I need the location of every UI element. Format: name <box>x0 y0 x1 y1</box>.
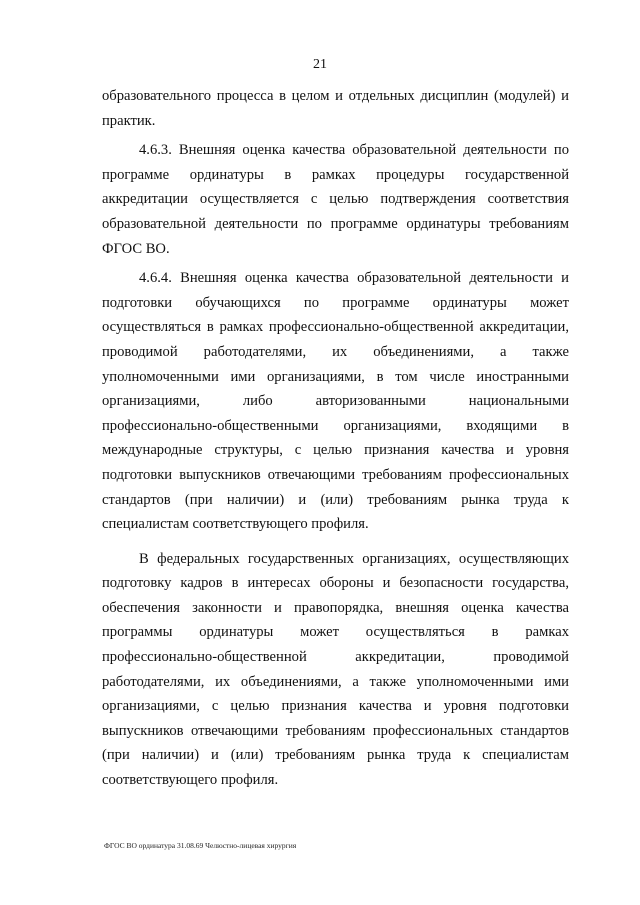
paragraph-continuation: образовательного процесса в целом и отдельных дисциплин (модулей) и практик. <box>102 88 569 129</box>
paragraph-4-6-4: 4.6.4. Внешняя оценка качества образовательной деятельности и подготовки обучающихся по программе ординатуры может осуществляться в рамках профессионально-общественной аккредитации, проводимой работодателями, их объединениями, а также уполномоченными ими организациями, в том числе иностранными организациями, либо авторизованными национальными профессионально-общественными организациями, входящими в международные структуры, с целью признания качества и уровня подготовки выпускников отвечающими требованиям профессиональных стандартов (при наличии) и (или) требованиям рынка труда к специалистам соответствующего профиля. <box>102 270 569 533</box>
body-text <box>102 84 569 793</box>
footer-note: ФГОС ВО ординатура 31.08.69 Челюстно-лицевая хирургия <box>104 841 297 850</box>
paragraph-federal-organizations: В федеральных государственных организациях, осуществляющих подготовку кадров в интересах обороны и безопасности государства, обеспечения законности и правопорядка, внешняя оценка качества программы ординатуры может осуществляться в рамках профессионально-общественной аккредитации, проводимой работодателями, их объединениями, а также уполномоченными ими организациями, с целью признания качества и уровня подготовки выпускников отвечающими требованиям профессиональных стандартов (при наличии) и (или) требованиям рынка труда к специалистам соответствующего профиля. <box>102 550 569 789</box>
page-number: 21 <box>313 57 327 72</box>
paragraph-4-6-3: 4.6.3. Внешняя оценка качества образовательной деятельности по программе ординатуры в рамках процедуры государственной аккредитации осуществляется с целью подтверждения соответствия образовательной деятельности по программе ординатуры требованиям ФГОС ВО. <box>102 142 569 257</box>
